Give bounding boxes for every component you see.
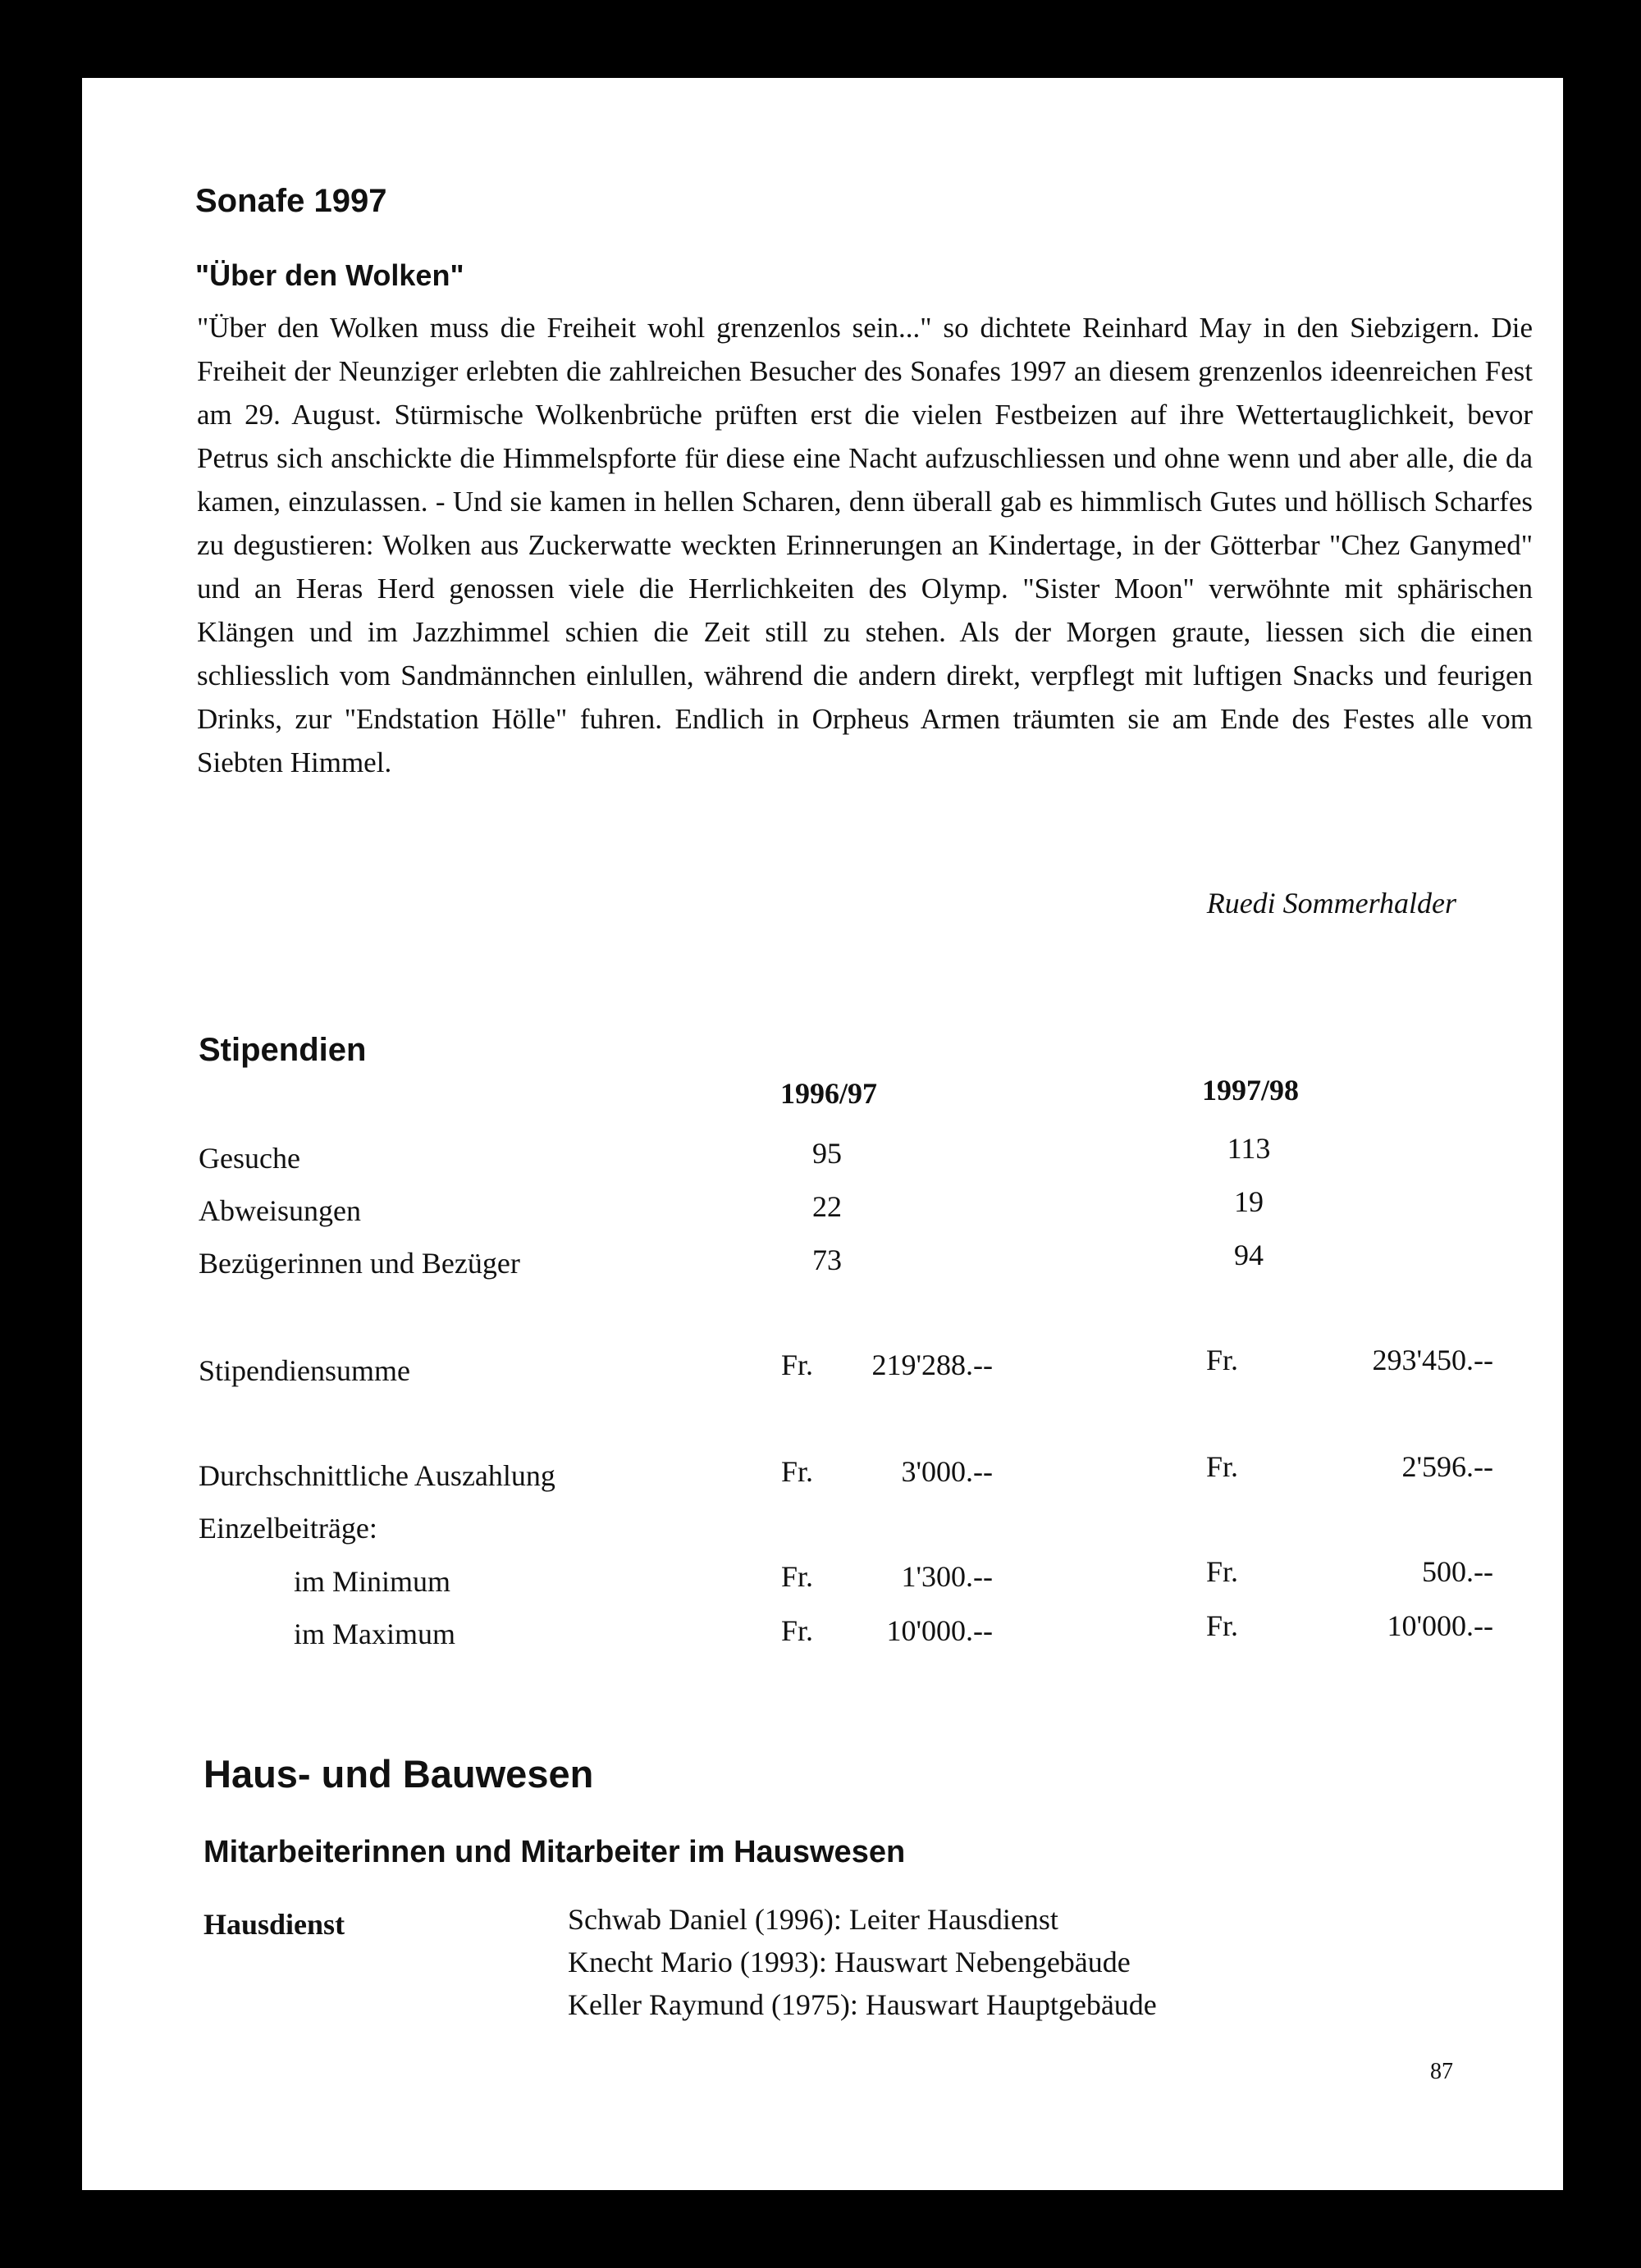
row-label: Abweisungen [199,1194,361,1227]
currency-label: Fr. [1206,1450,1239,1483]
amount-1996-97: 3'000.-- [901,1455,993,1488]
currency-label: Fr. [1206,1609,1239,1642]
amount-1996-97: 219'288.-- [871,1348,993,1381]
column-header-1996-97: 1996/97 [779,1077,877,1110]
document-page [82,78,1563,2190]
currency-label: Fr. [781,1455,814,1488]
row-label: Bezügerinnen und Bezüger [199,1247,520,1280]
currency-label: Fr. [1206,1555,1239,1588]
row-label: Stipendiensumme [199,1354,410,1387]
value-1996-97: 73 [812,1244,842,1276]
list-item: Knecht Mario (1993): Hauswart Nebengebäude [568,1946,1131,1978]
value-1996-97: 95 [812,1137,842,1170]
subsection-title-hauswesen: Mitarbeiterinnen und Mitarbeiter im Hauswesen [203,1835,906,1869]
einzelbeitraege-label: Einzelbeiträge: [199,1512,377,1545]
row-label: im Maximum [294,1618,455,1650]
amount-1997-98: 2'596.-- [1401,1450,1493,1483]
row-label: Gesuche [199,1142,300,1175]
row-label: Durchschnittliche Auszahlung [199,1459,555,1492]
section-title-sonafe: Sonafe 1997 [195,183,387,219]
amount-1997-98: 500.-- [1422,1555,1493,1588]
amount-1996-97: 10'000.-- [886,1614,993,1647]
currency-label: Fr. [781,1560,814,1593]
value-1997-98: 94 [1234,1239,1264,1271]
amount-1997-98: 10'000.-- [1387,1609,1493,1642]
currency-label: Fr. [781,1614,814,1647]
subsection-title-wolken: "Über den Wolken" [195,258,464,292]
list-item: Schwab Daniel (1996): Leiter Hausdienst [568,1903,1058,1936]
value-1997-98: 19 [1234,1185,1264,1218]
list-item: Keller Raymund (1975): Hauswart Hauptgebäude [568,1988,1157,2021]
value-1997-98: 113 [1227,1132,1271,1165]
category-hausdienst: Hausdienst [203,1908,345,1941]
sonafe-article-text: "Über den Wolken muss die Freiheit wohl grenzenlos sein..." so dichtete Reinhard May in den Siebzigern. Die Freiheit der Neunziger erlebten die zahlreichen Besucher des Sonafes 1997 an diesem grenzenlos ideenreichen Fest am 29. August. Stürmische Wolkenbrüche prüften erst die vielen Festbeizen auf ihre Wettertauglichkeit, bevor Petrus sich anschickte die Himmelspforte für diese eine Nacht aufzuschliessen und ohne wenn und aber alle, die da kamen, einzulassen. - Und sie kamen in hellen Scharen, denn überall gab es himmlisch Gutes und höllisch Scharfes zu degustieren: Wolken aus Zuckerwatte weckten Erinnerungen an Kindertage, in der Götterbar "Chez Ganymed" und an Heras Herd genossen viele die Herrlichkeiten des Olymp. "Sister Moon" verwöhnte mit sphärischen Klängen und im Jazzhimmel schien die Zeit still zu stehen. Als der Morgen graute, liessen sich die einen schliesslich vom Sandmännchen einlullen, während die andern direkt, verpflegt mit luftigen Snacks und feurigen Drinks, zur "Endstation Hölle" fuhren. Endlich in Orpheus Armen träumten sie am Ende des Festes alle vom Siebten Himmel. [197,312,1533,778]
value-1996-97: 22 [812,1190,842,1223]
currency-label: Fr. [781,1348,814,1381]
section-title-haus-bauwesen: Haus- und Bauwesen [203,1752,594,1796]
column-header-1997-98: 1997/98 [1201,1074,1299,1107]
article-author: Ruedi Sommerhalder [1206,887,1456,920]
page-number: 87 [1430,2059,1453,2084]
section-title-stipendien: Stipendien [199,1032,367,1068]
amount-1996-97: 1'300.-- [901,1560,993,1593]
row-label: im Minimum [294,1565,451,1598]
currency-label: Fr. [1206,1344,1239,1376]
amount-1997-98: 293'450.-- [1372,1344,1493,1376]
